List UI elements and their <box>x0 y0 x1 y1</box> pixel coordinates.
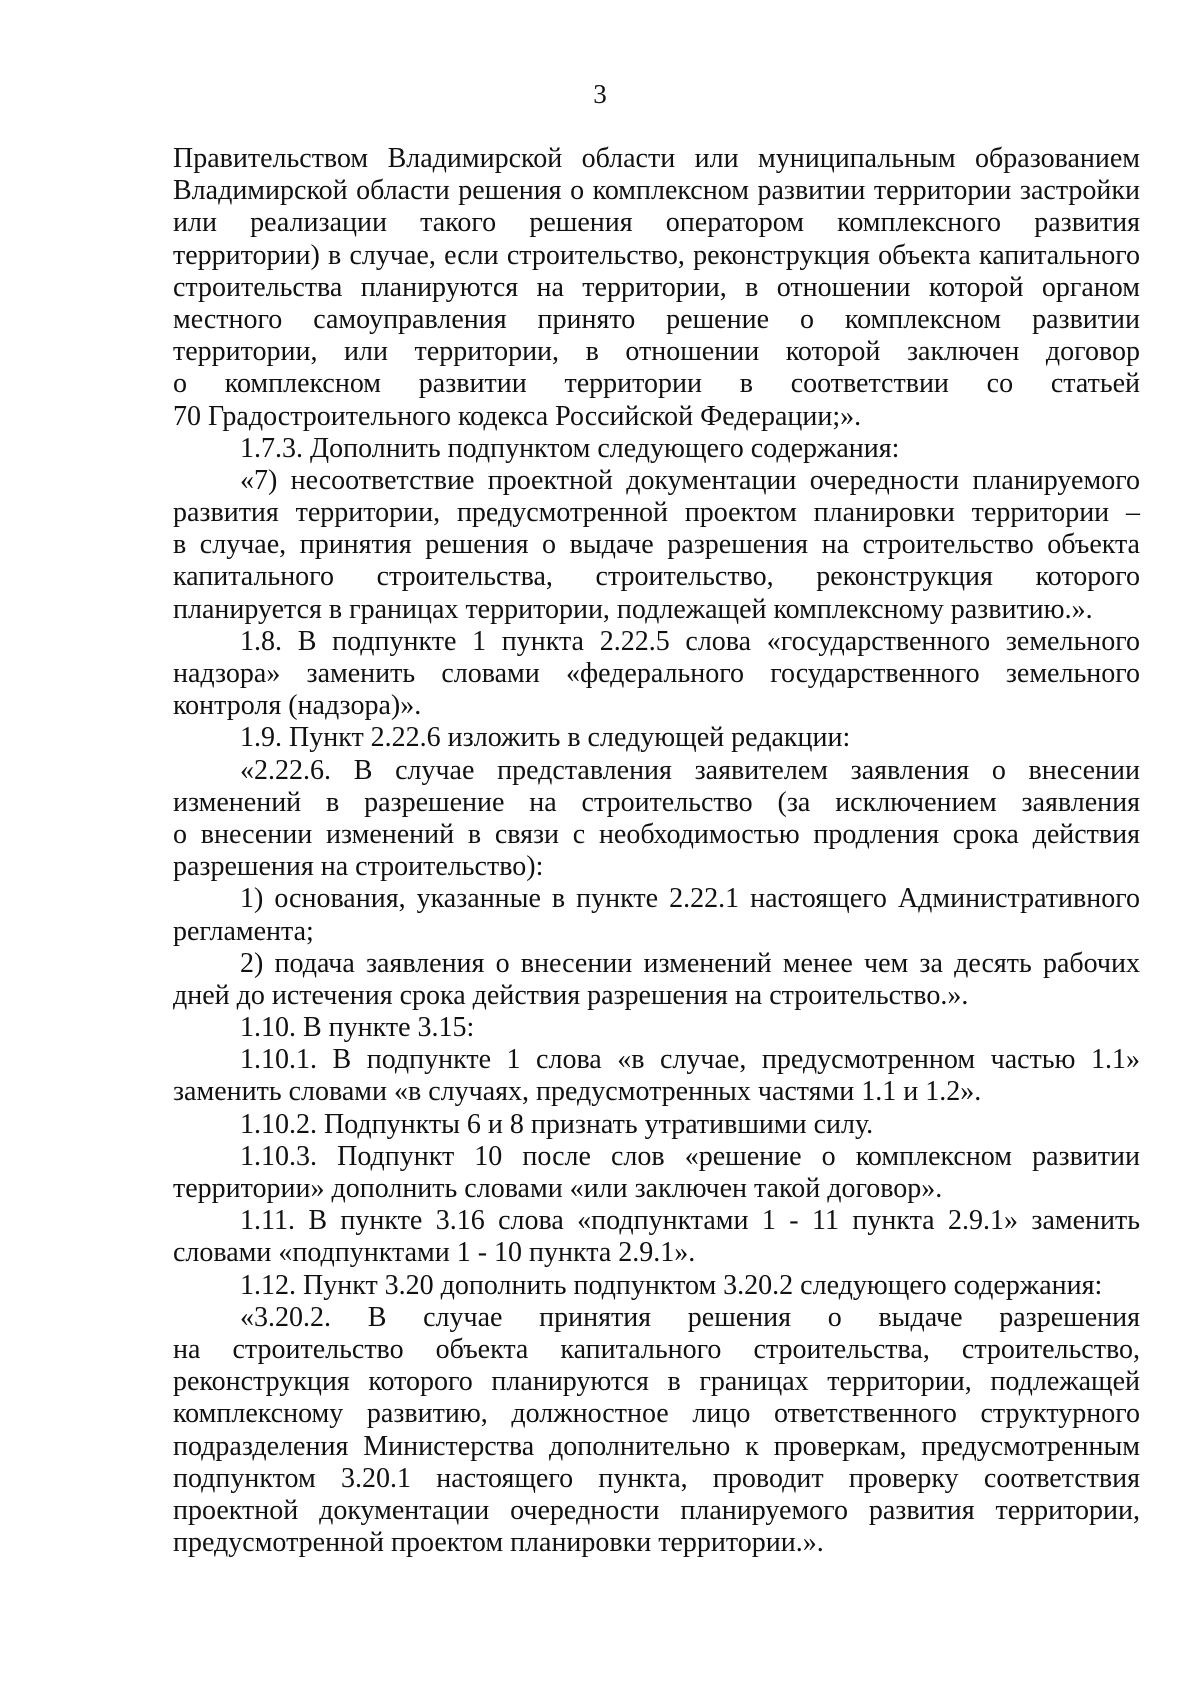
paragraph-heading: 1.7.3. Дополнить подпунктом следующего содержания: <box>240 432 900 464</box>
text-line: подразделения Министерства дополнительно к проверкам, предусмотренным <box>173 1430 1140 1462</box>
text-line: местного самоуправления принято решение о комплексном развитии <box>173 303 1140 335</box>
text-line: дней до истечения срока действия разрешения на строительство.». <box>173 979 969 1011</box>
text-line: проектной документации очередности планируемого развития территории, <box>173 1494 1140 1526</box>
text-line: 2) подача заявления о внесении изменений менее чем за десять рабочих <box>240 947 1140 979</box>
text-line: территории, или территории, в отношении которой заключен договор <box>173 336 1140 368</box>
page-number: 3 <box>593 79 607 109</box>
paragraph-heading: 1.10.3. Подпункт 10 после слов «решение о комплексном развитии <box>240 1140 1140 1172</box>
text-line: заменить словами «в случаях, предусмотренных частями 1.1 и 1.2». <box>173 1076 982 1108</box>
paragraph-heading: 1.10.2. Подпункты 6 и 8 признать утратившими силу. <box>240 1108 874 1140</box>
text-line: регламента; <box>173 915 314 947</box>
text-line: комплексному развитию, должностное лицо ответственного структурного <box>173 1398 1140 1430</box>
text-line: развития территории, предусмотренной проектом планировки территории – <box>173 497 1140 529</box>
paragraph-heading: 1.9. Пункт 2.22.6 изложить в следующей редакции: <box>240 722 851 754</box>
text-line: разрешения на строительство): <box>173 851 544 883</box>
text-line: подпунктом 3.20.1 настоящего пункта, проводит проверку соответствия <box>173 1462 1140 1494</box>
text-line: 70 Градостроительного кодекса Российской Федерации;». <box>173 400 862 432</box>
paragraph-heading: 1.10.1. В подпункте 1 слова «в случае, предусмотренном частью 1.1» <box>240 1044 1140 1076</box>
text-line: «2.22.6. В случае представления заявителем заявления о внесении <box>240 754 1140 786</box>
document-body <box>173 143 1140 1559</box>
paragraph-heading: 1.12. Пункт 3.20 дополнить подпунктом 3.20.2 следующего содержания: <box>240 1269 1103 1301</box>
text-line: планируется в границах территории, подлежащей комплексному развитию.». <box>173 593 1093 625</box>
text-line: в случае, принятия решения о выдаче разрешения на строительство объекта <box>173 529 1140 561</box>
text-line: на строительство объекта капитального строительства, строительство, <box>173 1333 1140 1365</box>
text-line: капитального строительства, строительство, реконструкция которого <box>173 561 1140 593</box>
text-line: или реализации такого решения оператором комплексного развития <box>173 207 1140 239</box>
text-line: «3.20.2. В случае принятия решения о выдаче разрешения <box>240 1301 1140 1333</box>
text-line: строительства планируются на территории, в отношении которой органом <box>173 271 1140 303</box>
text-line: контроля (надзора)». <box>173 690 422 722</box>
text-line: о внесении изменений в связи с необходимостью продления срока действия <box>173 818 1140 850</box>
text-line: Правительством Владимирской области или муниципальным образованием <box>173 143 1140 174</box>
paragraph-heading: 1.10. В пункте 3.15: <box>240 1012 475 1044</box>
text-line: «7) несоответствие проектной документации очередности планируемого <box>240 464 1140 496</box>
text-line: 1) основания, указанные в пункте 2.22.1 настоящего Административного <box>240 883 1140 915</box>
text-line: предусмотренной проектом планировки территории.». <box>173 1527 824 1559</box>
text-line: территории) в случае, если строительство, реконструкция объекта капитального <box>173 239 1140 271</box>
paragraph-heading: 1.8. В подпункте 1 пункта 2.22.5 слова «государственного земельного <box>240 625 1140 657</box>
text-line: территории» дополнить словами «или заключен такой договор». <box>173 1173 943 1204</box>
text-line: изменений в разрешение на строительство (за исключением заявления <box>173 786 1140 818</box>
text-line: Владимирской области решения о комплексном развитии территории застройки <box>173 175 1140 207</box>
text-line: надзора» заменить словами «федерального государственного земельного <box>173 658 1140 689</box>
text-line: о комплексном развитии территории в соответствии со статьей <box>173 368 1140 400</box>
text-line: словами «подпунктами 1 - 10 пункта 2.9.1». <box>173 1237 696 1269</box>
paragraph-heading: 1.11. В пункте 3.16 слова «подпунктами 1 - 11 пункта 2.9.1» заменить <box>240 1205 1140 1237</box>
text-line: реконструкция которого планируются в границах территории, подлежащей <box>173 1366 1140 1398</box>
